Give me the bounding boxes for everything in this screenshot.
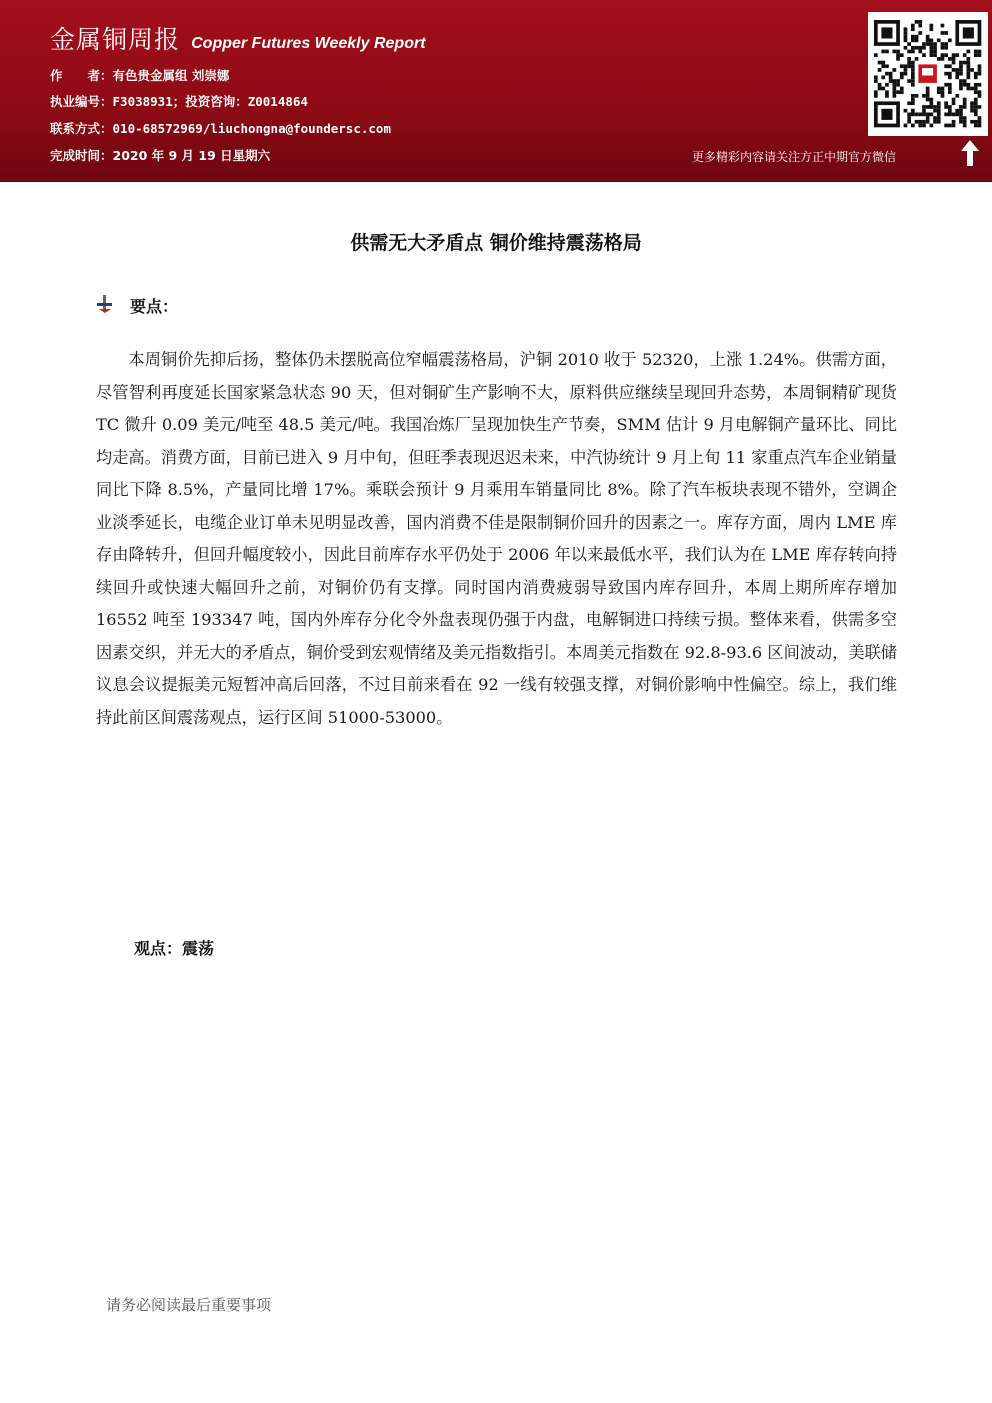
up-arrow-icon: [958, 138, 982, 168]
bullet-marker-icon: [96, 294, 114, 314]
document-title: 供需无大矛盾点 铜价维持震荡格局: [350, 232, 642, 254]
body-paragraph: 本周铜价先抑后扬，整体仍未摆脱高位窄幅震荡格局，沪铜 2010 收于 52320，上涨 1.24%。供需方面，尽管智利再度延长国家紧急状态 90 天，但对铜矿生产影响不大，原料供应继续呈现回升态势，本周铜精矿现货 TC 微升 0.09 美元/吨至 48.5 美元/吨。我国冶炼厂呈现加快生产节奏，SMM 估计 9 月电解铜产量环比、同比均走高。消费方面，目前已进入 9 月中旬，但旺季表现迟迟未来，中汽协统计 9 月上旬 11 家重点汽车企业销量同比下降 8.5%，产量同比增 17%。乘联会预计 9 月乘用车销量同比 8%。除了汽车板块表现不错外，空调企业淡季延长，电缆企业订单未见明显改善，国内消费不佳是限制铜价回升的因素之一。库存方面，周内 LME 库存由降转升，但回升幅度较小，因此目前库存水平仍处于 2006 年以来最低水平，我们认为在 LME 库存转向持续回升或快速大幅回升之前，对铜价仍有支撑。同时国内消费疲弱导致国内库存回升，本周上期所库存增加 16552 吨至 193347 吨，国内外库存分化令外盘表现仍强于内盘，电解铜进口持续亏损。整体来看，供需多空因素交织，并无大的矛盾点，铜价受到宏观情绪及美元指数指引。本周美元指数在 92.8-93.6 区间波动，美联储议息会议提振美元短暂冲高后回落，不过目前来看在 92 一线有较强支撑，对铜价影响中性偏空。综上，我们维持此前区间震荡观点，运行区间 51000-53000。: [96, 350, 897, 727]
key-points-heading: 要点：: [130, 297, 179, 316]
author-value: 有色贵金属组 刘崇娜: [112, 68, 230, 83]
report-title-cn: 金属铜周报: [50, 25, 181, 54]
report-title: [50, 20, 426, 56]
date-label: 完成时间：: [50, 148, 113, 163]
report-header: [0, 0, 992, 182]
footer-notice: 请务必阅读最后重要事项: [106, 1296, 272, 1314]
license-label: 执业编号：: [50, 94, 113, 109]
report-title-en: Copper Futures Weekly Report: [191, 35, 426, 52]
view-conclusion: 观点：震荡: [134, 939, 215, 958]
contact-label: 联系方式：: [50, 121, 113, 136]
follow-wechat-text: 更多精彩内容请关注方正中期官方微信: [692, 150, 897, 164]
license-value: F3038931；投资咨询：Z0014864: [112, 94, 308, 109]
author-line: [50, 66, 229, 84]
qr-code-icon: [868, 12, 988, 136]
date-value: 2020 年 9 月 19 日星期六: [112, 148, 271, 163]
license-line: [50, 92, 308, 110]
author-label: 作 者：: [50, 68, 113, 83]
contact-line: [50, 119, 391, 137]
date-line: [50, 146, 270, 164]
contact-value: 010-68572969/liuchongna@foundersc.com: [112, 121, 391, 136]
